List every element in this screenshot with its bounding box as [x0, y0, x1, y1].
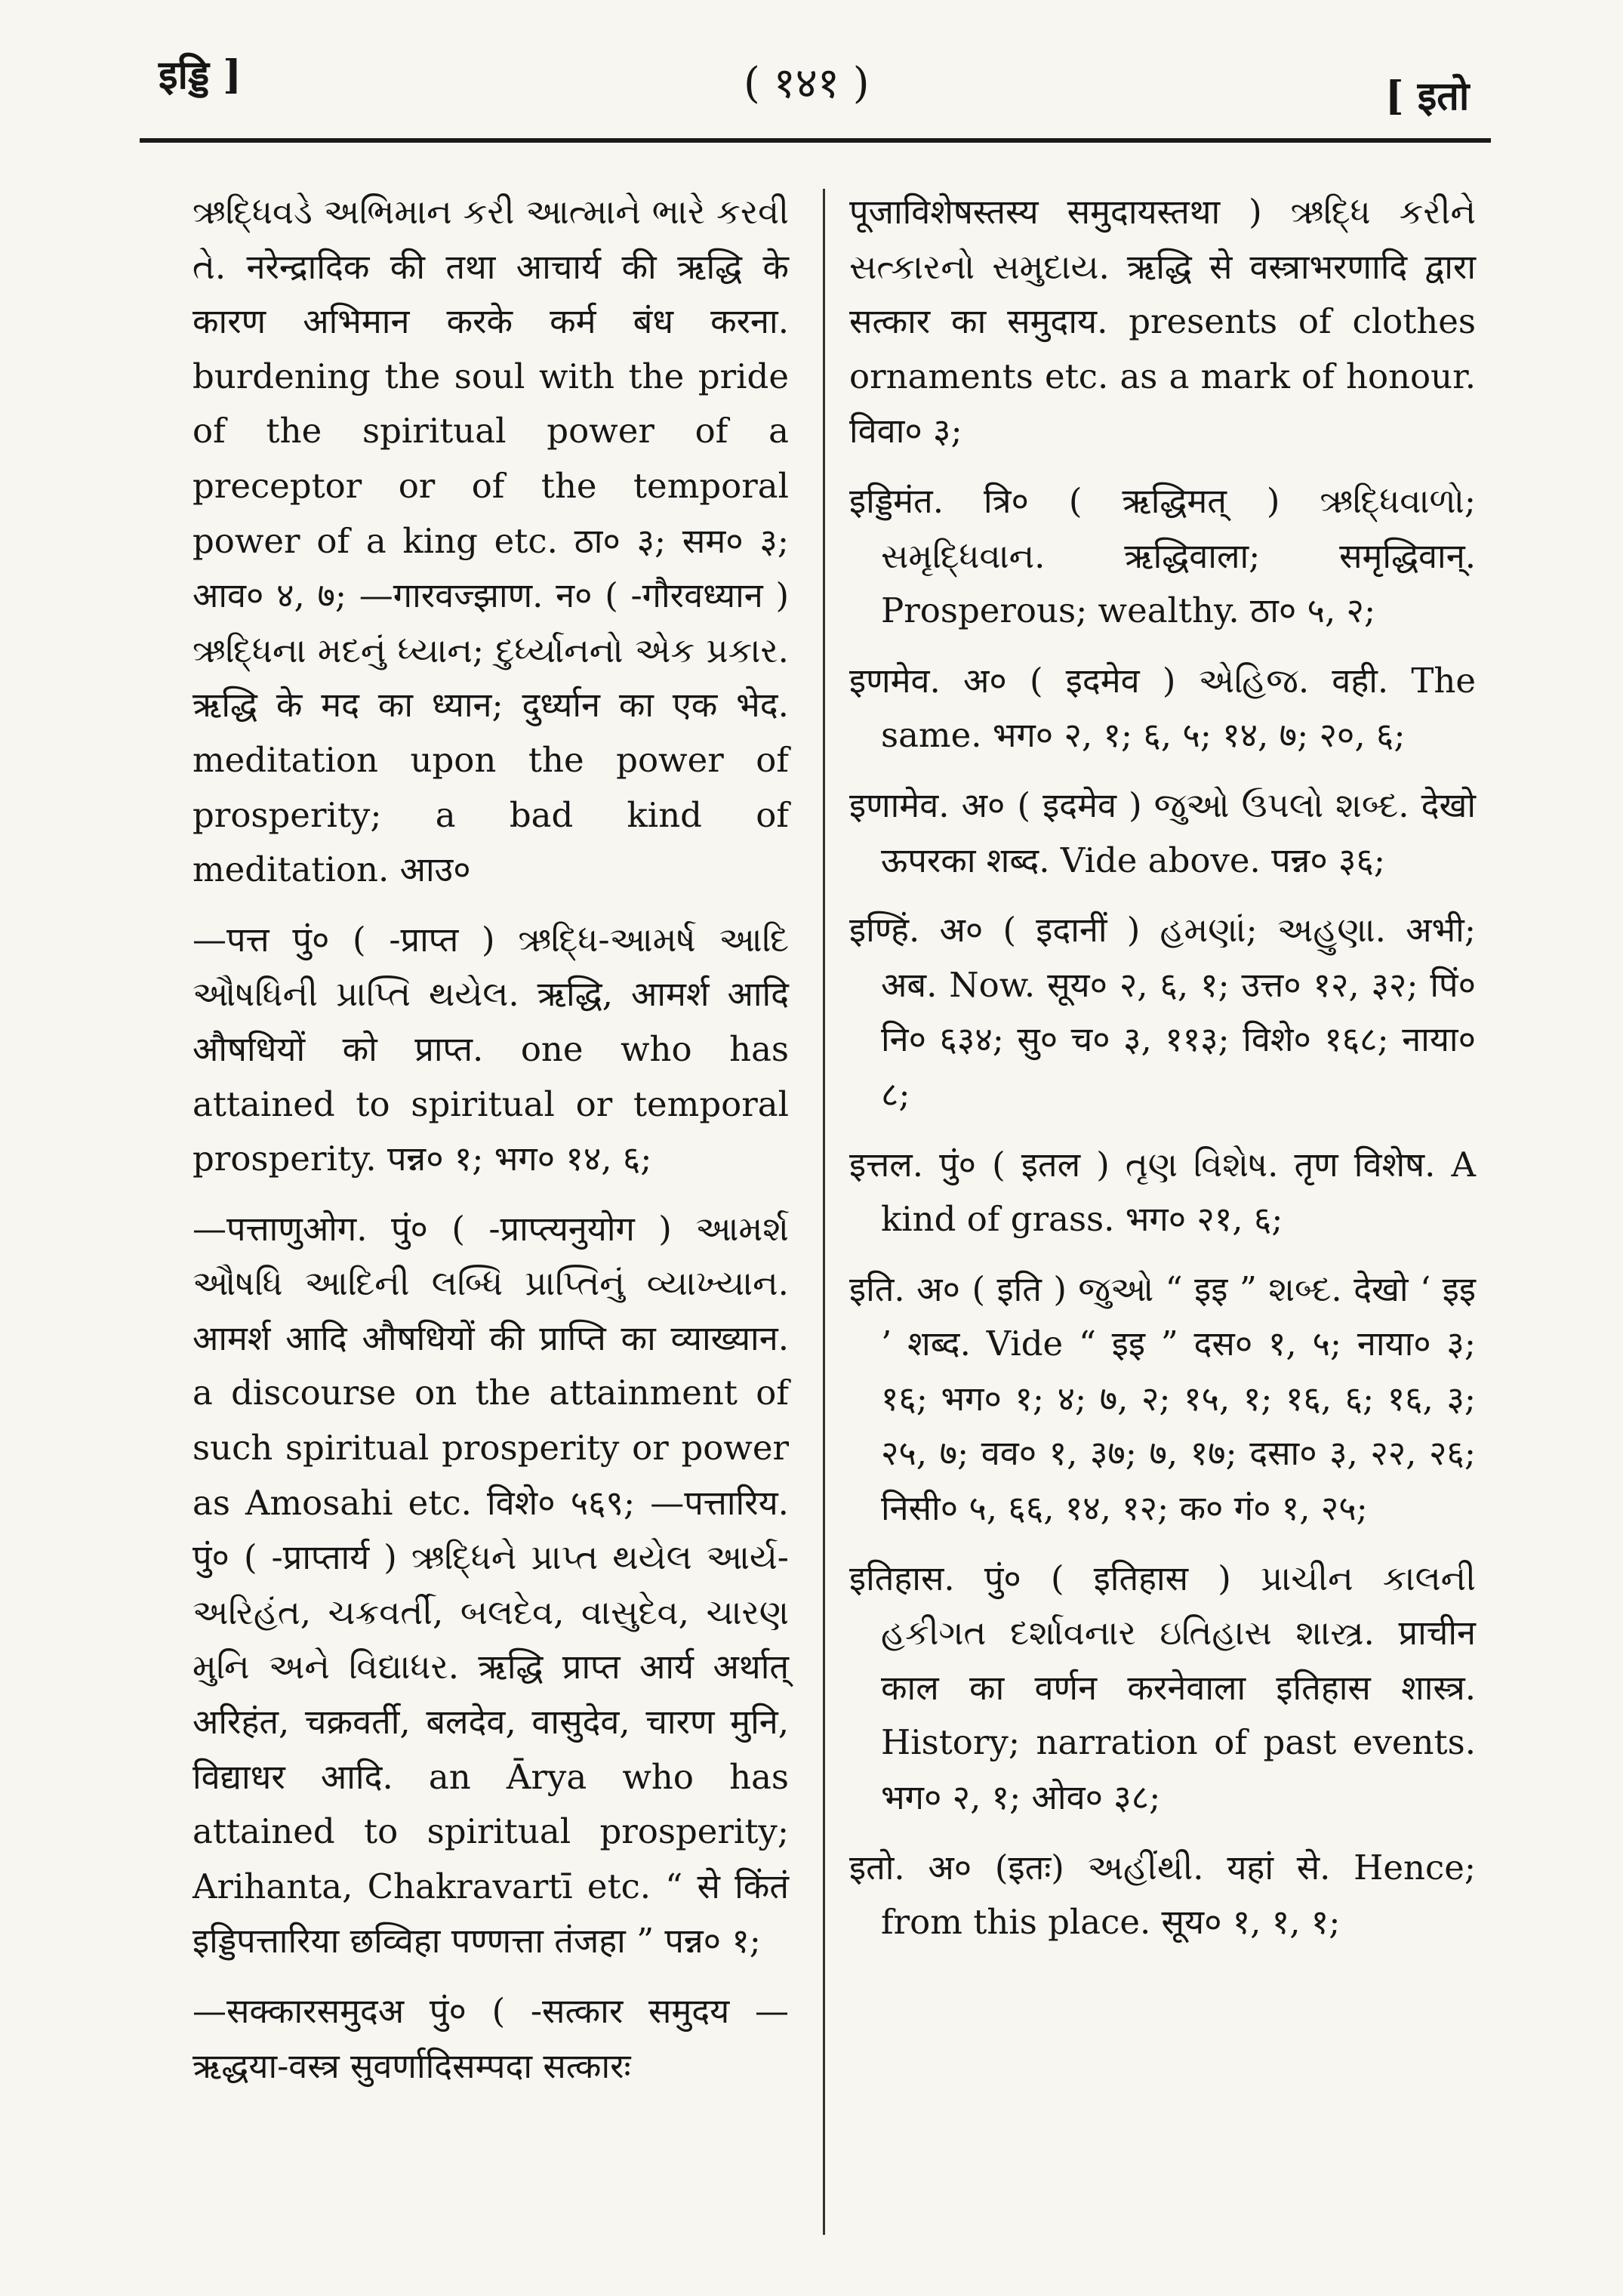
dictionary-entry: —पत्त पुं० ( -प्राप्त ) ઋદ્ધિ-આમર્ષ આદિ ઔષધિની પ્રાપ્તિ થયેલ. ऋद्धि, आमर्श आदि औषधियों को प्राप्त. one who has attained to spiritual or temporal prosperity. पन्न० १; भग० १४, ६; [192, 919, 789, 1179]
dictionary-entry: इणमेव. अ० ( इदमेव ) એહિજ. वही. The same. भग० २, १; ६, ५; १४, ७; २०, ६; [849, 660, 1476, 756]
dictionary-entry: इतो. अ० (इतः) અહીંથી. यहां से. Hence; from this place. सूय० १, १, १; [849, 1847, 1476, 1943]
column-divider [823, 189, 825, 2235]
dictionary-entry: —पत्ताणुओग. पुं० ( -प्राप्त्यनुयोग ) આમર્શ ઔષધિ આદિની લબ્ધિ પ્રાપ્તિનું વ્યાખ્યાન. आमर्श आदि औषधियों की प्राप्ति का व्याख्यान. a discourse on the attainment of such spiritual prosperity or power as Amosahi etc. विशे० ५६९; —पत्तारिय. पुं० ( -प्राप्तार्य ) ઋદ્ધિને પ્રાપ્ત થયેલ આર્ય-અરિહંત, ચક્રવર્તી, બલદેવ, વાસુદેવ, ચારણ મુનિ અને વિદ્યાધર. ऋद्धि प्राप्त आर्य अर्थात् अरिहंत, चक्रवर्ती, बलदेव, वासुदेव, चारण मुनि, विद्याधर आदि. an Ārya who has attained to spiritual prosperity; Arihanta, Chakravartī etc. “ से किंतं इड्डिपत्तारिया छव्विहा पण्णत्ता तंजहा ” पन्न० १; [192, 1208, 789, 1962]
right-column [849, 185, 1476, 1965]
dictionary-entry: —सक्कारसमुदअ पुं० ( -सत्कार समुदय —ऋद्धया-वस्त्र सुवर्णादिसम्पदा सत्कारः [192, 1991, 789, 2086]
dictionary-entry: इण्हिं. अ० ( इदानीं ) હમણાં; અહુણા. अभी; अब. Now. सूय० २, ६, १; उत्त० १२, ३२; पिं० नि० ६३४; सु० च० ३, ११३; विशे० १६८; नाया० ८; [849, 910, 1476, 1114]
dictionary-entry: ઋદ્ધિવડે અભિમાન કરી આત્માને ભારે કરવી તે. नरेन्द्रादिक की तथा आचार्य की ऋद्धि के कारण अभिमान करके कर्म बंध करना. burdening the soul with the pride of the spiritual power of a preceptor or of the temporal power of a king etc. ठा० ३; सम० ३; आव० ४, ७; —गारवज्झाण. न० ( -गौरवध्यान ) ઋદ્ધિના મદનું ધ્યાન; દુર્ધ્યાનનો એક પ્રકાર. ऋद्धि के मद का ध्यान; दुर्ध्यान का एक भेद. meditation upon the power of prosperity; a bad kind of meditation. आउ० [192, 192, 789, 890]
dictionary-entry: इतिहास. पुं० ( इतिहास ) પ્રાચીન કાલની હકીગત દર્શાવનાર ઇતિહાસ શાસ્ત્ર. प्राचीन काल का वर्णन करनेवाला इतिहास शास्त्र. History; narration of past events. भग० २, १; ओव० ३८; [849, 1558, 1476, 1818]
header-left-guideword: इड्डि ] [159, 52, 242, 98]
dictionary-entry: इत्तल. पुं० ( इतल ) તૃણ વિશેષ. तृण विशेष. A kind of grass. भग० २१, ६; [849, 1144, 1476, 1240]
left-column [192, 185, 789, 2109]
header-right-guideword: [ इतो [1385, 73, 1470, 119]
dictionary-entry: इणामेव. अ० ( इदमेव ) જુઓ ઉપલો શબ્દ. देखो ऊपरका शब्द. Vide above. पन्न० ३६; [849, 784, 1476, 880]
dictionary-entry: इड्डिमंत. त्रि० ( ऋद्धिमत् ) ઋદ્ધિવાળો; સમૃદ્ધિવાન. ऋद्धिवाला; समृद्धिवान्. Prosperous; wealthy. ठा० ५, २; [849, 480, 1476, 631]
page-header [0, 0, 1623, 147]
dictionary-entry: इति. अ० ( इति ) જુઓ “ इइ ” શબ્દ. देखो ‘ इइ ’ शब्द. Vide “ इइ ” दस० १, ५; नाया० ३; १६; भग० १; ४; ७, २; १५, १; १६, ६; १६, ३; २५, ७; वव० १, ३७; ७, १७; दसा० ३, २२, २६; निसी० ५, ६६, १४, १२; क० गं० १, २५; [849, 1268, 1476, 1529]
page-number: ( १४१ ) [744, 59, 870, 108]
dictionary-entry: पूजाविशेषस्तस्य समुदायस्तथा ) ઋદ્ધિ કરીને સત્કારનો સમુદાય. ऋद्धि से वस्त्राभरणादि द्वारा सत्कार का समुदाय. presents of clothes ornaments etc. as a mark of honour. विवा० ३; [849, 192, 1476, 451]
header-rule [140, 138, 1491, 143]
